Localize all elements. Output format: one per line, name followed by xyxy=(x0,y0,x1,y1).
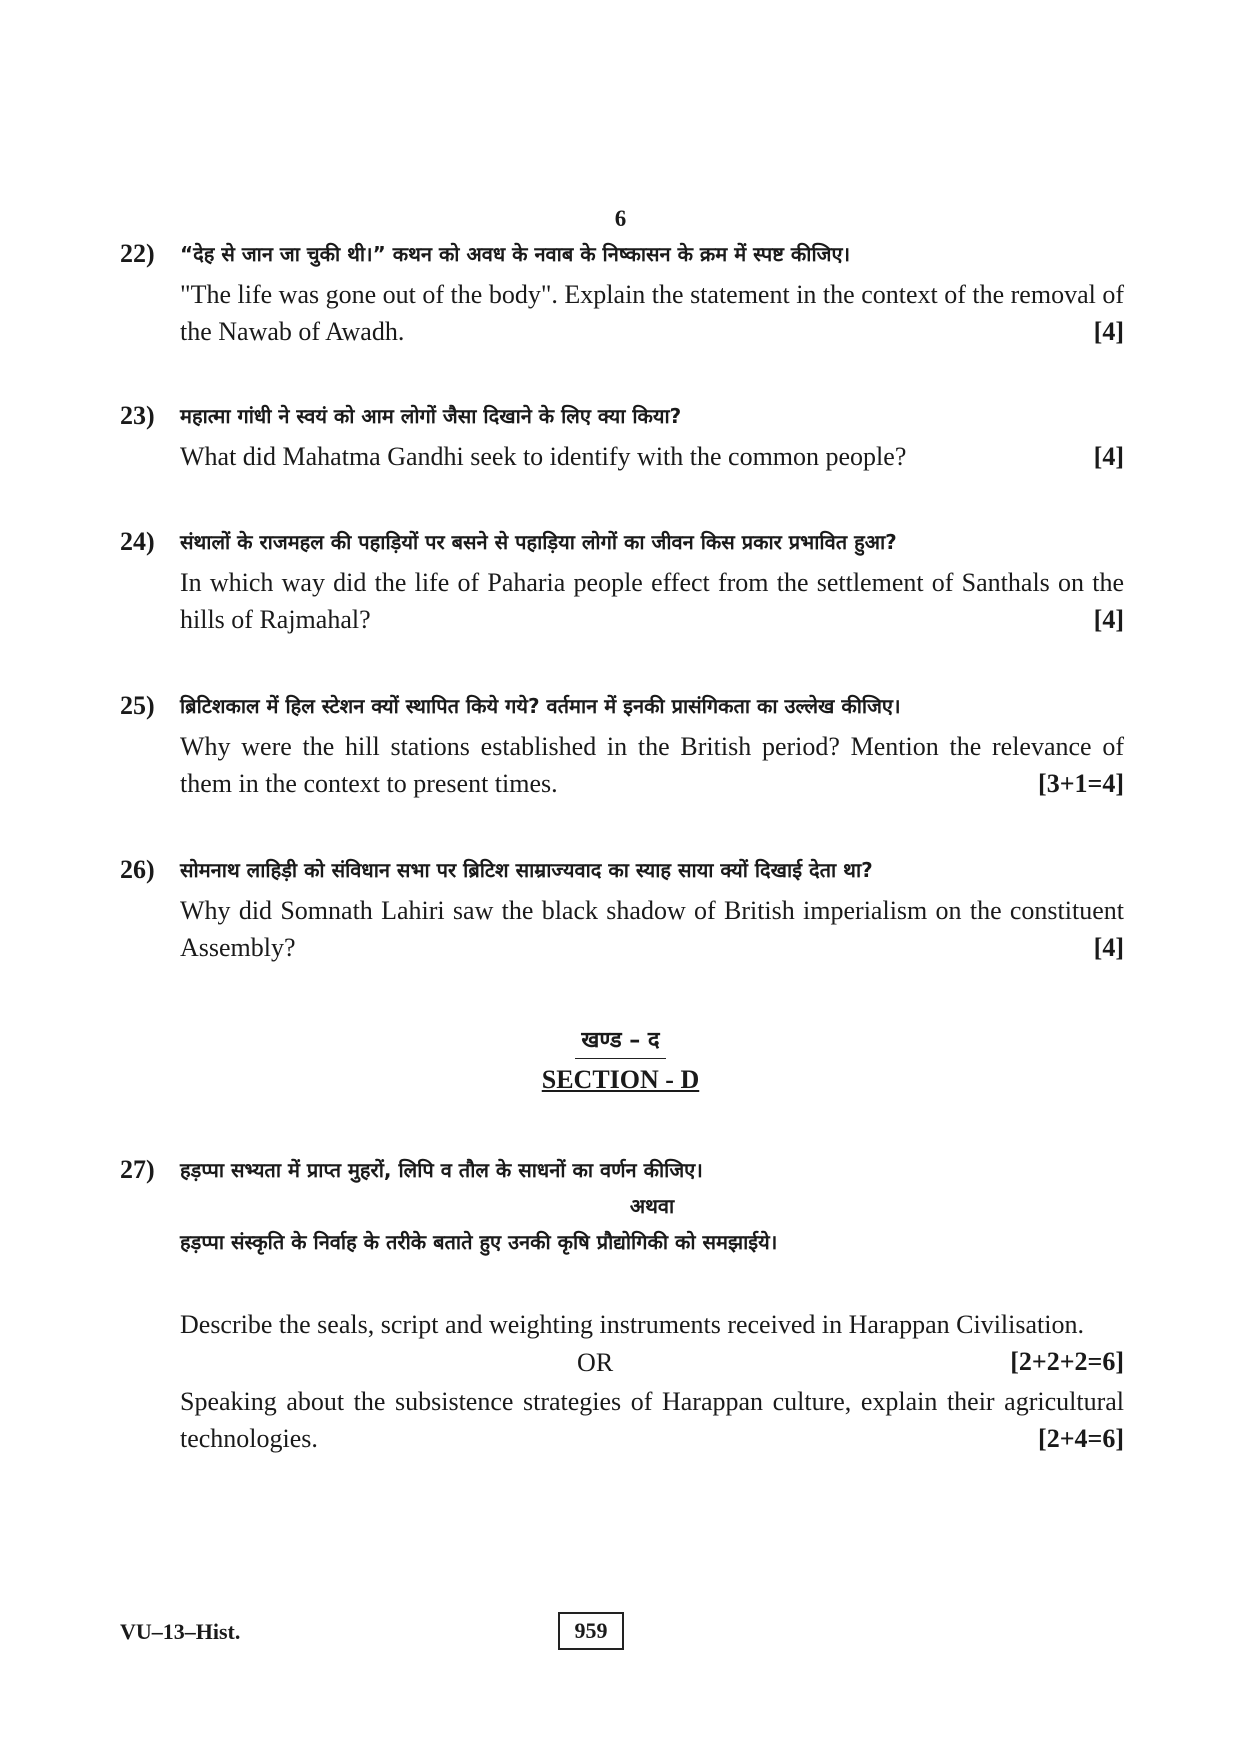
question-text-hindi: महात्मा गांधी ने स्वयं को आम लोगों जैसा दिखाने के लिए क्या किया? xyxy=(180,404,682,428)
question-number: 24) xyxy=(120,527,155,556)
or-english: OR xyxy=(577,1348,614,1377)
footer-page-box: 959 xyxy=(558,1612,624,1650)
question-25 xyxy=(120,688,1124,802)
question-english: Describe the seals, script and weighting instruments received in Harappan Civilisation. xyxy=(180,1310,1084,1339)
question-text-hindi: सोमनाथ लाहिड़ी को संविधान सभा पर ब्रिटिश साम्राज्यवाद का स्याह साया क्यों दिखाई देता था? xyxy=(180,858,873,882)
question-text-hindi: संथालों के राजमहल की पहाड़ियों पर बसने से पहाड़िया लोगों का जीवन किस प्रकार प्रभावित हुआ? xyxy=(180,530,897,554)
marks: [4] xyxy=(1093,605,1124,634)
question-24 xyxy=(120,524,1124,638)
question-english: "The life was gone out of the body". Explain the statement in the context of the removal of the Nawab of Awadh. xyxy=(180,280,1124,346)
page-number: 6 xyxy=(614,206,627,231)
question-23 xyxy=(120,398,1124,475)
section-title-english: SECTION - D xyxy=(541,1065,700,1094)
marks: [4] xyxy=(1093,442,1124,471)
question-english: Speaking about the subsistence strategies of Harappan culture, explain their agricultural technologies. xyxy=(180,1387,1124,1453)
footer-paper-code: VU–13–Hist. xyxy=(120,1619,241,1644)
marks: [2+2+2=6] xyxy=(1010,1347,1124,1376)
question-text-english xyxy=(180,438,1124,475)
question-text-english xyxy=(180,728,1124,802)
question-english: In which way did the life of Paharia people effect from the settlement of Santhals on the hills of Rajmahal? xyxy=(180,568,1124,634)
question-text-hindi: ब्रिटिशकाल में हिल स्टेशन क्यों स्थापित किये गये? वर्तमान में इनकी प्रासंगिकता का उल्लेख कीजिए। xyxy=(180,694,901,718)
marks: [4] xyxy=(1093,317,1124,346)
question-text-hindi: “देह से जान जा चुकी थी।” कथन को अवध के नवाब के निष्कासन के क्रम में स्पष्ट कीजिए। xyxy=(180,242,851,266)
question-english: What did Mahatma Gandhi seek to identify with the common people? xyxy=(180,442,907,471)
or-hindi: अथवा xyxy=(629,1194,675,1218)
question-27 xyxy=(120,1152,1124,1457)
marks: [4] xyxy=(1093,933,1124,962)
marks: [2+4=6] xyxy=(1038,1424,1124,1453)
question-number: 23) xyxy=(120,401,155,430)
question-text-english-b xyxy=(180,1383,1124,1457)
question-number: 22) xyxy=(120,239,155,268)
question-22 xyxy=(120,236,1124,350)
question-number: 26) xyxy=(120,855,155,884)
question-text-hindi-a: हड़प्पा सभ्यता में प्राप्त मुहरों, लिपि व तौल के साधनों का वर्णन कीजिए। xyxy=(180,1158,703,1182)
question-text-english xyxy=(180,276,1124,350)
marks: [3+1=4] xyxy=(1038,769,1124,798)
section-heading xyxy=(0,1024,1241,1095)
question-number: 25) xyxy=(120,691,155,720)
question-text-hindi-b: हड़प्पा संस्कृति के निर्वाह के तरीके बताते हुए उनकी कृषि प्रौद्योगिकी को समझाईये। xyxy=(180,1230,778,1254)
section-title-hindi: खण्ड – द xyxy=(575,1024,665,1059)
question-number: 27) xyxy=(120,1155,155,1184)
question-english: Why did Somnath Lahiri saw the black shadow of British imperialism on the constituent Assembly? xyxy=(180,896,1124,962)
question-text-english xyxy=(180,892,1124,966)
question-text-english xyxy=(180,564,1124,638)
question-26 xyxy=(120,852,1124,966)
question-english: Why were the hill stations established in the British period? Mention the relevance of them in the context to present times. xyxy=(180,732,1124,798)
